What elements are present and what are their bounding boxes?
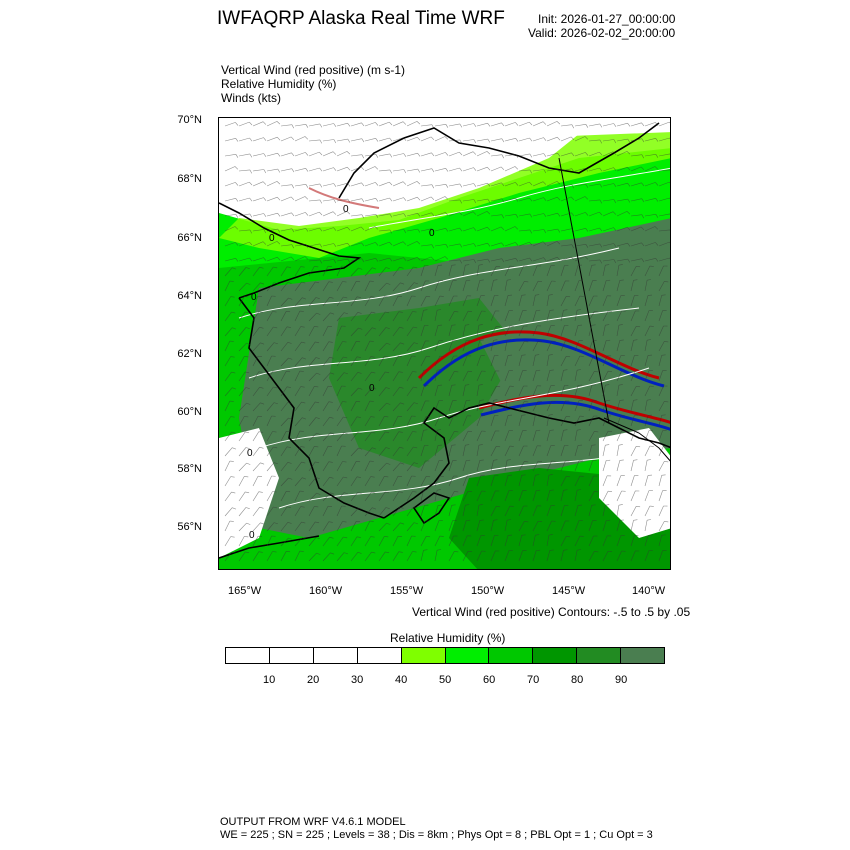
colorbar-cell [446,648,490,663]
colorbar-cell [577,648,621,663]
colorbar-cell [358,648,402,663]
lat-label-68n: 68°N [177,173,202,185]
map-svg [219,118,671,570]
field-label-relative-humidity: Relative Humidity (%) [221,77,337,91]
wind-barb-feather [670,230,671,234]
lon-label-160w: 160°W [309,585,343,597]
lon-label-155w: 155°W [390,585,424,597]
colorbar-tick: 50 [439,674,452,686]
contour-note: Vertical Wind (red positive) Contours: -.5 to .5 by .05 [412,605,691,619]
lat-label-64n: 64°N [177,290,202,302]
colorbar-cell [621,648,664,663]
colorbar-tick: 60 [483,674,496,686]
colorbar-tick: 90 [615,674,628,686]
contour-label: 0 [247,448,253,459]
colorbar-tick: 40 [395,674,408,686]
contour-label: 0 [269,233,275,244]
contour-label: 0 [251,292,257,303]
footer-model: OUTPUT FROM WRF V4.6.1 MODEL [220,816,406,828]
colorbar-title: Relative Humidity (%) [390,631,506,645]
colorbar-tick: 30 [351,674,364,686]
colorbar-tick: 20 [307,674,320,686]
lat-label-62n: 62°N [177,348,202,360]
lat-label-56n: 56°N [177,521,202,533]
colorbar-tick: 70 [527,674,540,686]
colorbar-tick: 80 [571,674,584,686]
footer-config: WE = 225 ; SN = 225 ; Levels = 38 ; Dis = 8km ; Phys Opt = 8 ; PBL Opt = 1 ; Cu Opt = 3 [220,829,653,841]
plot-title: IWFAQRP Alaska Real Time WRF [217,8,505,29]
lon-label-165w: 165°W [228,585,262,597]
colorbar-tick: 10 [263,674,276,686]
lon-label-145w: 145°W [552,585,586,597]
lat-label-70n: 70°N [177,114,202,126]
colorbar-cell [402,648,446,663]
colorbar-cell [489,648,533,663]
lat-label-66n: 66°N [177,232,202,244]
field-label-vertical-wind: Vertical Wind (red positive) (m s-1) [221,63,406,77]
contour-label: 0 [429,228,435,239]
lon-label-150w: 150°W [471,585,505,597]
field-label-winds: Winds (kts) [221,91,281,105]
lat-label-60n: 60°N [177,406,202,418]
colorbar-cell [226,648,270,663]
wind-barb-feather [670,170,671,174]
rh-colorbar [225,647,665,664]
colorbar-cell [533,648,577,663]
valid-time: Valid: 2026-02-02_20:00:00 [528,26,676,40]
contour-label: 0 [369,383,375,394]
contour-label: 0 [343,204,349,215]
contour-label: 0 [249,530,255,541]
colorbar-cell [314,648,358,663]
lat-label-58n: 58°N [177,463,202,475]
colorbar-cell [270,648,314,663]
lon-label-140w: 140°W [632,585,666,597]
init-time: Init: 2026-01-27_00:00:00 [538,12,676,26]
map-panel [218,117,671,570]
